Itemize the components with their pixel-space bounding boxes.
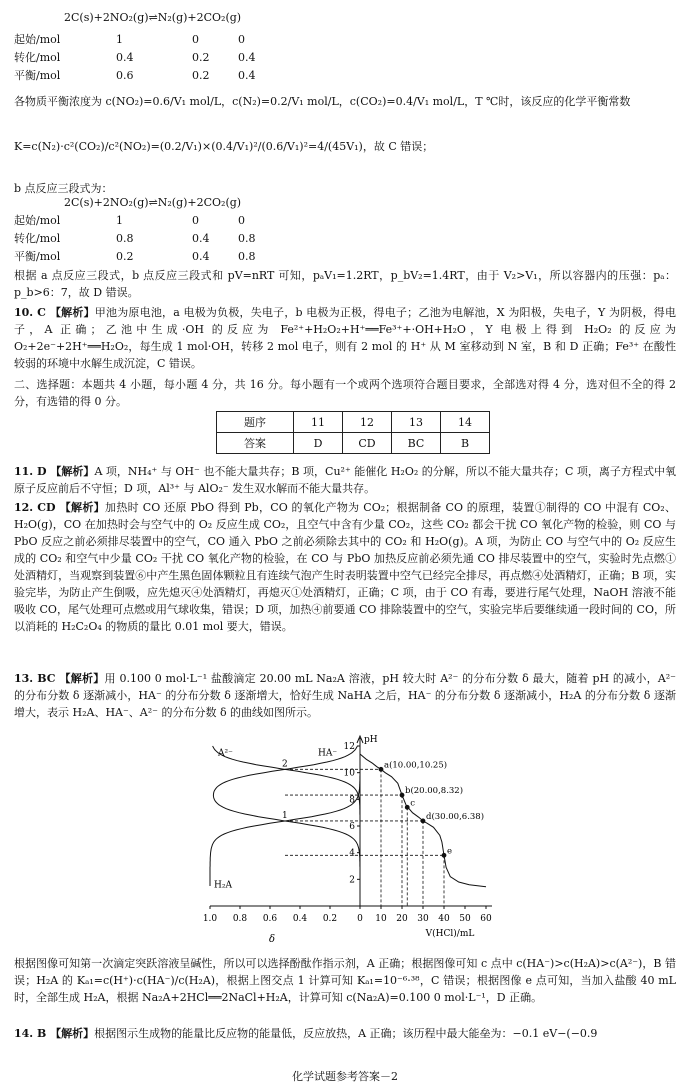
table-cell: BC [392, 433, 441, 454]
volume-tick-label: 20 [396, 914, 408, 924]
q10-text: 甲池为原电池，a 电极为负极，失电子，b 电极为正极，得电子；乙池为电解池，X 为阳极，失电子，Y 为阴极，得电子，A 正确；乙池中生成·OH 的反应为 Fe²⁺+H₂O₂+H⁺══Fe³⁺+·OH+H₂O，Y 电极上得到 H₂O₂ 的反应为 O₂+2e⁻+2H⁺══H₂O₂，每生成 1 mol·OH，转移 2 mol 电子，则有 2 mol 的 H⁺ 从 M 室移动到 N 室，B 和 D 正确；Fe³⁺ 在酸性较弱的环境中水解生成沉淀，C 错误。 [14, 306, 676, 370]
point-label: c [410, 798, 416, 809]
ph-tick-label: 8 [349, 795, 355, 806]
page-footer: 化学试题参考答案－2 [292, 1070, 398, 1083]
row-label: 起始/mol [14, 214, 61, 227]
row-value: 0 [238, 214, 245, 227]
row-value: 1 [116, 214, 123, 227]
pressure-relation: 根据 a 点反应三段式，b 点反应三段式和 pV=nRT 可知，pₐV₁=1.2RT，p_bV₂=1.4RT，由于 V₂>V₁，所以容器内的压强：pₐ：p_b>6：7，故 D 错误。 [14, 269, 676, 299]
q11-tag: 11. D 【解析】 [14, 465, 95, 478]
row-value: 0.2 [116, 250, 134, 263]
q12-analysis [14, 499, 676, 635]
row-label: 转化/mol [14, 232, 61, 245]
answer-table [216, 411, 490, 454]
delta-tick-label: 0.2 [322, 914, 338, 924]
row-value: 0.4 [192, 232, 210, 245]
q10-tag: 10. C 【解析】 [14, 306, 95, 319]
q14-analysis [14, 1025, 676, 1042]
table-cell: 题序 [217, 412, 294, 433]
ph-tick-label: 10 [343, 768, 355, 779]
section-2-heading: 二、选择题：本题共 4 小题，每小题 4 分，共 16 分。每小题有一个或两个选项符合题目要求，全部选对得 4 分，选对但不全的得 2 分，有选错的得 0 分。 [14, 378, 676, 408]
row-value: 0.8 [238, 232, 256, 245]
point-e [442, 853, 447, 858]
table-cell: 14 [441, 412, 490, 433]
distribution-titration-chart [190, 730, 510, 950]
equation-a: 2C(s)+2NO₂(g)⇌N₂(g)+2CO₂(g) [64, 11, 242, 24]
delta-tick-label: 0.8 [232, 914, 248, 924]
volume-tick-label: 30 [417, 914, 429, 924]
chart-marks [379, 759, 484, 857]
k-expression: K=c(N₂)·c²(CO₂)/c²(NO₂)=(0.2/V₁)×(0.4/V₁)²/(0.6/V₁)²=4/(45V₁)，故 C 错误； [14, 140, 434, 153]
crossing-label: 1 [282, 810, 288, 821]
ph-tick-label: 6 [349, 822, 355, 832]
row-value: 0.8 [116, 232, 134, 245]
table-cell: D [294, 433, 343, 454]
b-intro: b 点反应三段式为： [14, 182, 113, 195]
point-c [405, 805, 410, 810]
table-row [217, 412, 490, 433]
row-value: 0.8 [238, 250, 256, 263]
curve-label: HA⁻ [318, 748, 338, 759]
curve-label: A²⁻ [218, 748, 233, 759]
row-label: 起始/mol [14, 33, 61, 46]
table-cell: CD [343, 433, 392, 454]
q11-analysis [14, 463, 676, 497]
q13-tag: 13. BC 【解析】 [14, 672, 105, 685]
q13-conclusion: 根据图像可知第一次滴定突跃溶液呈碱性，所以可以选择酚酞作指示剂，A 正确；根据图像可知 c 点中 c(HA⁻)>c(H₂A)>c(A²⁻)，B 错误；H₂A 的 Kₐ₁=c(H⁺)·c(HA⁻)/c(H₂A)，根据上图交点 1 计算可知 Kₐ₁=10⁻⁶·³⁸，C 错误；根据图像 e 点可知，当加入盐酸 40 mL 时，全部生成 H₂A，根据 Na₂A+2HCl══2NaCl+H₂A，计算可知 c(Na₂A)=0.100 0 mol·L⁻¹，D 正确。 [14, 957, 676, 1004]
point-label: a(10.00,10.25) [384, 760, 448, 771]
ph-tick-label: 4 [349, 848, 355, 859]
table-cell: 11 [294, 412, 343, 433]
ph-tick-label: 12 [343, 742, 355, 752]
table-cell: B [441, 433, 490, 454]
volume-tick-label: 60 [480, 914, 492, 924]
q13-analysis [14, 670, 676, 721]
q10-analysis [14, 304, 676, 372]
q14-tag: 14. B 【解析】 [14, 1027, 95, 1040]
chart-axes [203, 735, 492, 945]
row-value: 0.6 [116, 69, 134, 82]
point-a [379, 767, 384, 772]
row-value: 0 [192, 214, 199, 227]
volume-tick-label: 40 [438, 914, 450, 924]
delta-tick-label: 0.4 [292, 914, 308, 924]
curve-label: H₂A [214, 880, 232, 891]
ph-axis-label: pH [364, 735, 378, 745]
row-value: 0.4 [116, 51, 134, 64]
row-value: 1 [116, 33, 123, 46]
row-value: 0.4 [192, 250, 210, 263]
row-label: 转化/mol [14, 51, 61, 64]
delta-tick-label: 1.0 [202, 914, 218, 924]
row-value: 0.2 [192, 69, 210, 82]
row-value: 0.2 [192, 51, 210, 64]
table-row [217, 433, 490, 454]
ph-tick-label: 2 [349, 875, 355, 886]
point-label: b(20.00,8.32) [405, 786, 464, 797]
row-value: 0 [238, 33, 245, 46]
q11-text: A 项，NH₄⁺ 与 OH⁻ 也不能大量共存；B 项，Cu²⁺ 能催化 H₂O₂ 的分解，所以不能大量共存；C 项，离子方程式中氧原子反应前后不守恒；D 项，Al³⁺ 与 AlO₂⁻ 发生双水解而不能大量共存。 [14, 465, 676, 495]
row-value: 0.4 [238, 51, 256, 64]
equation-b: 2C(s)+2NO₂(g)⇌N₂(g)+2CO₂(g) [64, 196, 242, 209]
point-label: e [447, 846, 453, 857]
row-label: 平衡/mol [14, 250, 61, 263]
row-value: 0 [192, 33, 199, 46]
concentration-line: 各物质平衡浓度为 c(NO₂)=0.6/V₁ mol/L，c(N₂)=0.2/V₁ mol/L，c(CO₂)=0.4/V₁ mol/L，T ℃时，该反应的化学平衡常数 [14, 95, 631, 108]
volume-tick-label: 10 [375, 914, 387, 924]
row-label: 平衡/mol [14, 69, 61, 82]
q13-text: 用 0.100 0 mol·L⁻¹ 盐酸滴定 20.00 mL Na₂A 溶液，pH 较大时 A²⁻ 的分布分数 δ 最大，随着 pH 的减小，A²⁻ 的分布分数 δ 逐渐减小，HA⁻ 的分布分数 δ 逐渐增大，恰好生成 NaHA 之后，HA⁻ 的分布分数 δ 逐渐减小，H₂A 的分布分数 δ 逐渐增大，表示 H₂A、HA⁻、A²⁻ 的分布分数 δ 的曲线如图所示。 [14, 672, 676, 719]
point-d [421, 819, 426, 824]
q12-text: 加热时 CO 还原 PbO 得到 Pb，CO 的氧化产物为 CO₂；根据制备 CO 的原理，装置①制得的 CO 中混有 CO₂、H₂O(g)，CO 在加热时会与空气中的 O₂ 反应生成 CO₂，且空气中含有少量 CO₂，这些 CO₂ 都会干扰 CO 氧化产物的检验，则 CO 与 PbO 反应之前必须排尽装置中的空气，CO 通入 PbO 之前必须除去其中的 CO₂ 和 H₂O(g)。A 项，为防止 CO 与空气中的 O₂ 反应生成的 CO₂ 和空气中少量 CO₂ 干扰 CO 氧化产物的检验，在 CO 与 PbO 加热反应前必须先通 CO 排尽装置中的空气，实验时先点燃①处酒精灯，当观察到装置⑥中产生黑色固体颗粒且有连续气泡产生时表明装置中空气已经完全排尽，再点燃④处酒精灯，正确；B 项，实验完毕，为防止产生倒吸，应先熄灭④处酒精灯，再熄灭①处酒精灯，正确；C 项，由于 CO 有毒，要进行尾气处理，NaOH 溶液不能吸收 CO，尾气处理可点燃或用气球收集，错误；D 项，加热④前要通 CO 排除装置中的空气，实验完毕后要继续通一段时间的 CO，所以消耗的 H₂C₂O₄ 的物质的量比 0.01 mol 要大，错误。 [14, 501, 676, 633]
delta-tick-label: 0.6 [262, 914, 278, 924]
table-cell: 13 [392, 412, 441, 433]
table-cell: 答案 [217, 433, 294, 454]
x-axis-label: V(HCl)/mL [425, 929, 475, 939]
point-b [400, 793, 405, 798]
table-cell: 12 [343, 412, 392, 433]
point-label: d(30.00,6.38) [426, 811, 485, 822]
volume-tick-label: 50 [459, 914, 471, 924]
row-value: 0.4 [238, 69, 256, 82]
crossing-label: 2 [282, 759, 288, 770]
q12-tag: 12. CD 【解析】 [14, 501, 106, 514]
q14-text: 根据图示生成物的能量比反应物的能量低，反应放热，A 正确；该历程中最大能垒为：−0.1 eV−(−0.9 [94, 1027, 598, 1040]
delta-tick-label: 0 [357, 914, 363, 924]
delta-axis-label: δ [268, 934, 276, 945]
